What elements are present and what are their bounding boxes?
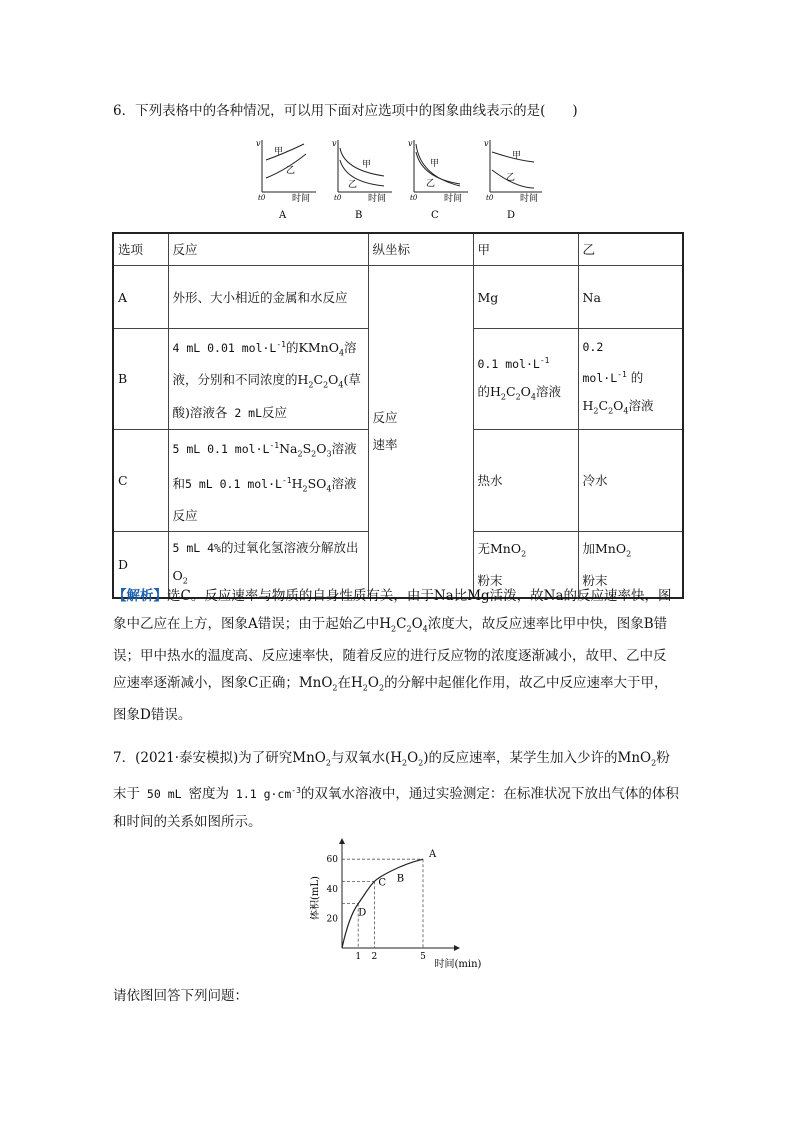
row-c-reaction: 5 mL 0.1 $mol\cdot L^{-1}Na_2S_2O_3$溶液和5 mL 0.1 $mol\cdot L^{-1}H_2SO_4$溶液反应	[168, 429, 368, 532]
graph-b	[332, 139, 392, 221]
y-tick-label: 60	[326, 855, 338, 866]
row-d-reaction: 5 mL 4%的过氧化氢溶液分解放出$O_2$	[168, 532, 368, 598]
y-tick-label: 40	[326, 884, 338, 895]
x-axis-arrow	[454, 945, 460, 951]
header-option: 选项	[113, 233, 168, 266]
row-c-yi: 冷水	[578, 429, 683, 532]
row-c-jia: 热水	[473, 429, 578, 532]
ylabel-cell: 反应速率	[368, 266, 473, 598]
y-axis-label: 体积(mL)	[310, 876, 321, 920]
axis-v-label: v	[408, 139, 413, 148]
table-header-row	[113, 233, 683, 266]
graph-d	[484, 139, 542, 221]
header-reaction: 反应	[168, 233, 368, 266]
q6-table	[112, 232, 684, 599]
axis-t0-label: t0	[486, 194, 494, 202]
row-c-option: C	[113, 429, 168, 532]
axis-v-label: v	[484, 139, 489, 148]
row-d-option: D	[113, 532, 168, 598]
jia-label: 甲	[274, 147, 284, 157]
graph-c	[408, 139, 468, 221]
question-6-text: 6．下列表格中的各种情况，可以用下面对应选项中的图象曲线表示的是( )	[113, 103, 578, 119]
analysis-paragraph: 【解析】选C。反应速率与物质的自身性质有关，由于Na比Mg活泼，故Na的反应速率快，图象中乙应在上方，图象A错误；由于起始乙中$H_2C_2O_4$浓度大，故反应速率比甲中快，图象B错误；甲中热水的温度高、反应速率快，随着反应的进行反应物的浓度逐渐减小，故甲、乙中反应速率逐渐减小，图象C正确；MnO$_2$在$H_2O_2$的分解中起催化作用，故乙中反应速率大于甲，图象D错误。	[113, 588, 672, 724]
footer-text: 请依图回答下列问题：	[113, 988, 248, 1004]
y-axis-arrow	[339, 838, 345, 844]
point-label-b: B	[396, 873, 405, 885]
x-tick-label: 1	[355, 952, 362, 962]
axis-t0-label: t0	[258, 194, 266, 202]
yi-label: 乙	[348, 180, 358, 190]
question-7-text: 7．(2021·泰安模拟)为了研究MnO$_2$与双氧水$(H_2O_2)$的反应速率，某学生加入少许的MnO$_2$粉末于 50 mL 密度为 1.1 $g\cdot cm^{-3}$的双氧水溶液中，通过实验测定：在标准状况下放出气体的体积和时间的关系如图所示。	[113, 750, 679, 830]
y-tick-label: 20	[326, 914, 338, 925]
row-a-yi: Na	[578, 266, 683, 329]
axis-t0-label: t0	[334, 194, 342, 202]
header-yi: 乙	[578, 233, 683, 266]
axis-time-label: 时间	[520, 194, 539, 204]
graph-label: B	[355, 210, 363, 221]
row-a-jia: Mg	[473, 266, 578, 329]
row-b-yi: 0.2 $mol\cdot L^{-1}$ 的 $H_2C_2O_4$溶液	[578, 329, 683, 430]
row-d-jia: 无MnO$_2$ 粉末	[473, 532, 578, 598]
x-tick-label: 2	[371, 952, 378, 962]
jia-label: 甲	[362, 160, 372, 170]
header-jia: 甲	[473, 233, 578, 266]
header-ylabel: 纵坐标	[368, 233, 473, 266]
axis-time-label: 时间	[292, 194, 311, 204]
graph-a	[256, 139, 316, 221]
curve-jia	[266, 144, 304, 160]
row-a-reaction: 外形、大小相近的金属和水反应	[168, 266, 368, 329]
jia-label: 甲	[512, 151, 522, 161]
row-b-jia: 0.1 $mol\cdot L^{-1}$ 的$H_2C_2O_4$溶液	[473, 329, 578, 430]
axis-v-label: v	[332, 139, 337, 148]
point-label-a: A	[429, 849, 437, 861]
axis-t0-label: t0	[410, 194, 418, 202]
point-label-c: C	[378, 877, 387, 889]
jia-label: 甲	[430, 159, 440, 169]
axis-time-label: 时间	[444, 194, 463, 204]
q6-graphs	[252, 138, 542, 222]
row-d-yi: 加MnO$_2$ 粉末	[578, 532, 683, 598]
graph-label: A	[279, 210, 287, 221]
row-b-reaction: 4 mL 0.01 $mol\cdot L^{-1}$的KMnO$_4$溶液，分别和不同浓度的$H_2C_2O_4$(草酸)溶液各 2 mL反应	[168, 329, 368, 430]
yi-label: 乙	[426, 179, 436, 189]
axis-time-label: 时间	[368, 194, 387, 204]
yi-label: 乙	[506, 173, 516, 183]
graph-label: C	[431, 210, 439, 221]
x-tick-label: 5	[420, 952, 426, 962]
q7-chart	[310, 836, 490, 971]
yi-label: 乙	[286, 166, 296, 176]
point-label-d: D	[358, 907, 367, 919]
row-a-option: A	[113, 266, 168, 329]
axis-v-label: v	[256, 139, 261, 148]
row-b-option: B	[113, 329, 168, 430]
graph-label: D	[507, 210, 516, 221]
table-row	[113, 266, 683, 329]
x-axis-label: 时间(min)	[434, 959, 482, 970]
